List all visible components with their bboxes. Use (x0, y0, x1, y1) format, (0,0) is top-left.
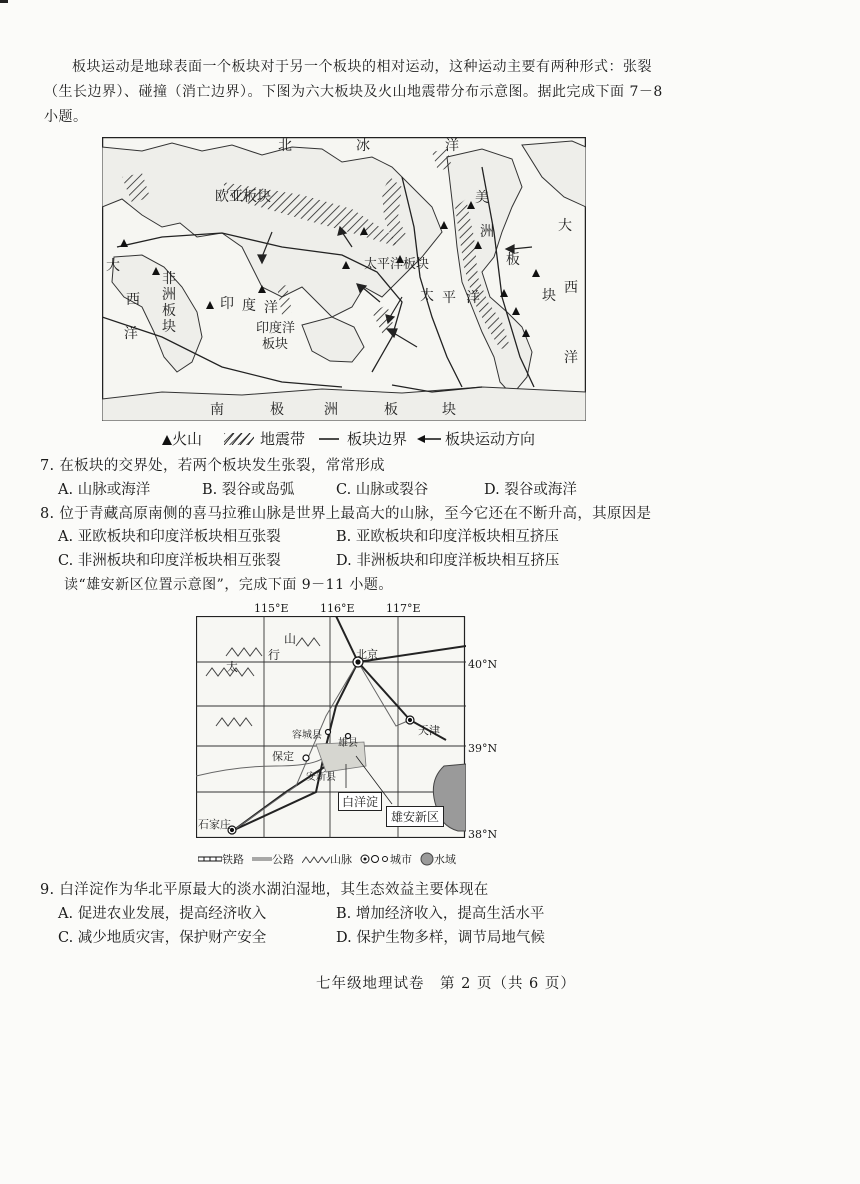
mountain-icon (302, 855, 330, 863)
city-rongcheng: 容城县 (292, 730, 322, 741)
label-america-kuai: 块 (542, 288, 556, 304)
page-footer: 七年级地理试卷 第 2 页（共 6 页） (316, 976, 576, 992)
arrow-left-icon (417, 434, 441, 444)
city-shijiazhuang: 石家庄 (198, 818, 231, 831)
label-indian-plate-line1: 印度洋 (256, 321, 296, 336)
city-icon (360, 854, 390, 864)
legend-boundary (319, 428, 407, 449)
label-ant-zhou: 洲 (324, 402, 338, 418)
label-north-bei: 北 (278, 138, 292, 154)
q9-option-b[interactable]: B. 增加经济收入，提高生活水平 (336, 906, 545, 922)
mtn-hang: 行 (268, 648, 281, 662)
label-atl-right-yang: 洋 (564, 350, 578, 366)
label-pacific-plate: 太平洋板块 (364, 257, 430, 272)
label-indian-yin: 印 (220, 296, 234, 312)
label-indian-du: 度 (242, 298, 256, 314)
label-pacific-ping: 平 (442, 290, 456, 306)
legend-quake-label: 地震带 (260, 430, 306, 448)
q9-option-c[interactable]: C. 减少地质灾害，保护财产安全 (58, 930, 267, 946)
city-xiongxian: 雄县 (338, 738, 358, 749)
legend2-highway-label: 公路 (272, 853, 294, 866)
hatch-icon (224, 433, 254, 445)
label-america-zhou: 洲 (480, 224, 494, 240)
q8-option-c[interactable]: C. 非洲板块和印度洋板块相互张裂 (58, 553, 281, 569)
legend-quake (224, 428, 305, 449)
lon-116: 116°E (320, 602, 355, 615)
highway-icon (252, 856, 272, 862)
label-atl-left-yang: 洋 (124, 326, 138, 342)
lat-40: 40°N (468, 658, 498, 671)
xiongan-map-legend (198, 851, 464, 867)
q8-option-d[interactable]: D. 非洲板块和印度洋板块相互挤压 (336, 553, 560, 569)
mtn-shan: 山 (284, 632, 297, 646)
label-atl-right-xi: 西 (564, 280, 578, 296)
q9-option-d[interactable]: D. 保护生物多样，调节局地气候 (336, 930, 545, 946)
label-baiyangdian: 白洋淀 (338, 792, 382, 811)
label-ant-nan: 南 (210, 402, 224, 418)
q7-option-d[interactable]: D. 裂谷或海洋 (484, 482, 577, 498)
legend2-railway (198, 851, 248, 867)
legend2-mountain-label: 山脉 (330, 853, 352, 866)
label-indian-plate-line2: 板块 (262, 337, 289, 352)
label-ant-kuai: 块 (442, 402, 456, 418)
plate-map (102, 137, 586, 421)
volcano-icon (162, 433, 172, 445)
legend-direction (417, 428, 535, 449)
label-america-ban: 板 (506, 252, 520, 268)
label-pacific-yang: 洋 (466, 290, 480, 306)
lat-38: 38°N (468, 828, 498, 841)
city-baoding: 保定 (272, 750, 294, 763)
label-africa-fei: 非 (162, 271, 176, 287)
q8-option-a[interactable]: A. 亚欧板块和印度洋板块相互张裂 (58, 529, 281, 545)
lon-115: 115°E (254, 602, 289, 615)
legend-boundary-label: 板块边界 (347, 430, 408, 448)
label-north-yang: 洋 (445, 138, 459, 154)
legend-volcano (162, 428, 202, 449)
q9-stem: 9. 白洋淀作为华北平原最大的淡水湖泊湿地，其生态效益主要体现在 (40, 882, 489, 898)
xiongan-map (196, 598, 496, 850)
q8-stem: 8. 位于青藏高原南侧的喜马拉雅山脉是世界上最高大的山脉，至今它还在不断升高，其原因是 (40, 506, 652, 522)
label-america-mei: 美 (475, 190, 489, 206)
label-africa-zhou: 洲 (162, 287, 176, 303)
intro-paragraph: 板块运动是地球表面一个板块对于另一个板块的相对运动，这种运动主要有两种形式：张裂（生长边界）、碰撞（消亡边界）。下图为六大板块及火山地震带分布示意图。据此完成下面 7－8 小题。 (44, 59, 663, 125)
label-atl-right-da: 大 (558, 218, 572, 234)
label-pacific-tai: 太 (420, 288, 434, 304)
q7-stem: 7. 在板块的交界处，若两个板块发生张裂，常常形成 (40, 458, 385, 474)
lon-117: 117°E (386, 602, 421, 615)
legend2-water (420, 851, 460, 867)
label-ant-ji: 极 (270, 402, 284, 418)
legend2-city-label: 城市 (390, 853, 412, 866)
q7-option-a[interactable]: A. 山脉或海洋 (58, 482, 151, 498)
label-eurasia: 欧亚板块 (215, 189, 271, 205)
railway-icon (198, 856, 222, 862)
label-indian-plate (256, 321, 295, 353)
boundary-line-icon (319, 437, 339, 441)
legend-volcano-label: 火山 (172, 430, 203, 448)
legend2-highway (252, 851, 298, 867)
legend-direction-label: 板块运动方向 (445, 430, 536, 448)
q8-option-b[interactable]: B. 亚欧板块和印度洋板块相互挤压 (336, 529, 559, 545)
legend2-railway-label: 铁路 (222, 853, 244, 866)
city-tianjin: 天津 (418, 724, 440, 737)
scan-edge-mark (0, 0, 8, 3)
city-anxin: 安新县 (306, 772, 336, 783)
q9-option-a[interactable]: A. 促进农业发展，提高经济收入 (58, 906, 267, 922)
legend2-city (360, 851, 416, 867)
label-atl-left-xi: 西 (126, 292, 140, 308)
legend2-mountain (302, 851, 356, 867)
city-beijing: 北京 (356, 648, 378, 661)
q7-option-c[interactable]: C. 山脉或裂谷 (336, 482, 429, 498)
water-icon (420, 852, 434, 866)
label-ant-ban: 板 (384, 402, 398, 418)
lat-39: 39°N (468, 742, 498, 755)
label-atl-left-da: 大 (106, 258, 120, 274)
label-africa-plate (162, 271, 176, 335)
label-north-bing: 冰 (356, 138, 370, 154)
label-africa-kuai: 块 (162, 319, 176, 335)
label-indian-yang: 洋 (264, 300, 278, 316)
label-xiongan: 雄安新区 (386, 806, 444, 827)
label-africa-ban: 板 (162, 303, 176, 319)
map2-lead: 读“雄安新区位置示意图”，完成下面 9－11 小题。 (64, 577, 393, 593)
plate-map-legend (162, 428, 535, 449)
legend2-water-label: 水域 (434, 853, 456, 866)
q7-option-b[interactable]: B. 裂谷或岛弧 (202, 482, 295, 498)
mtn-tai: 太 (226, 660, 239, 674)
